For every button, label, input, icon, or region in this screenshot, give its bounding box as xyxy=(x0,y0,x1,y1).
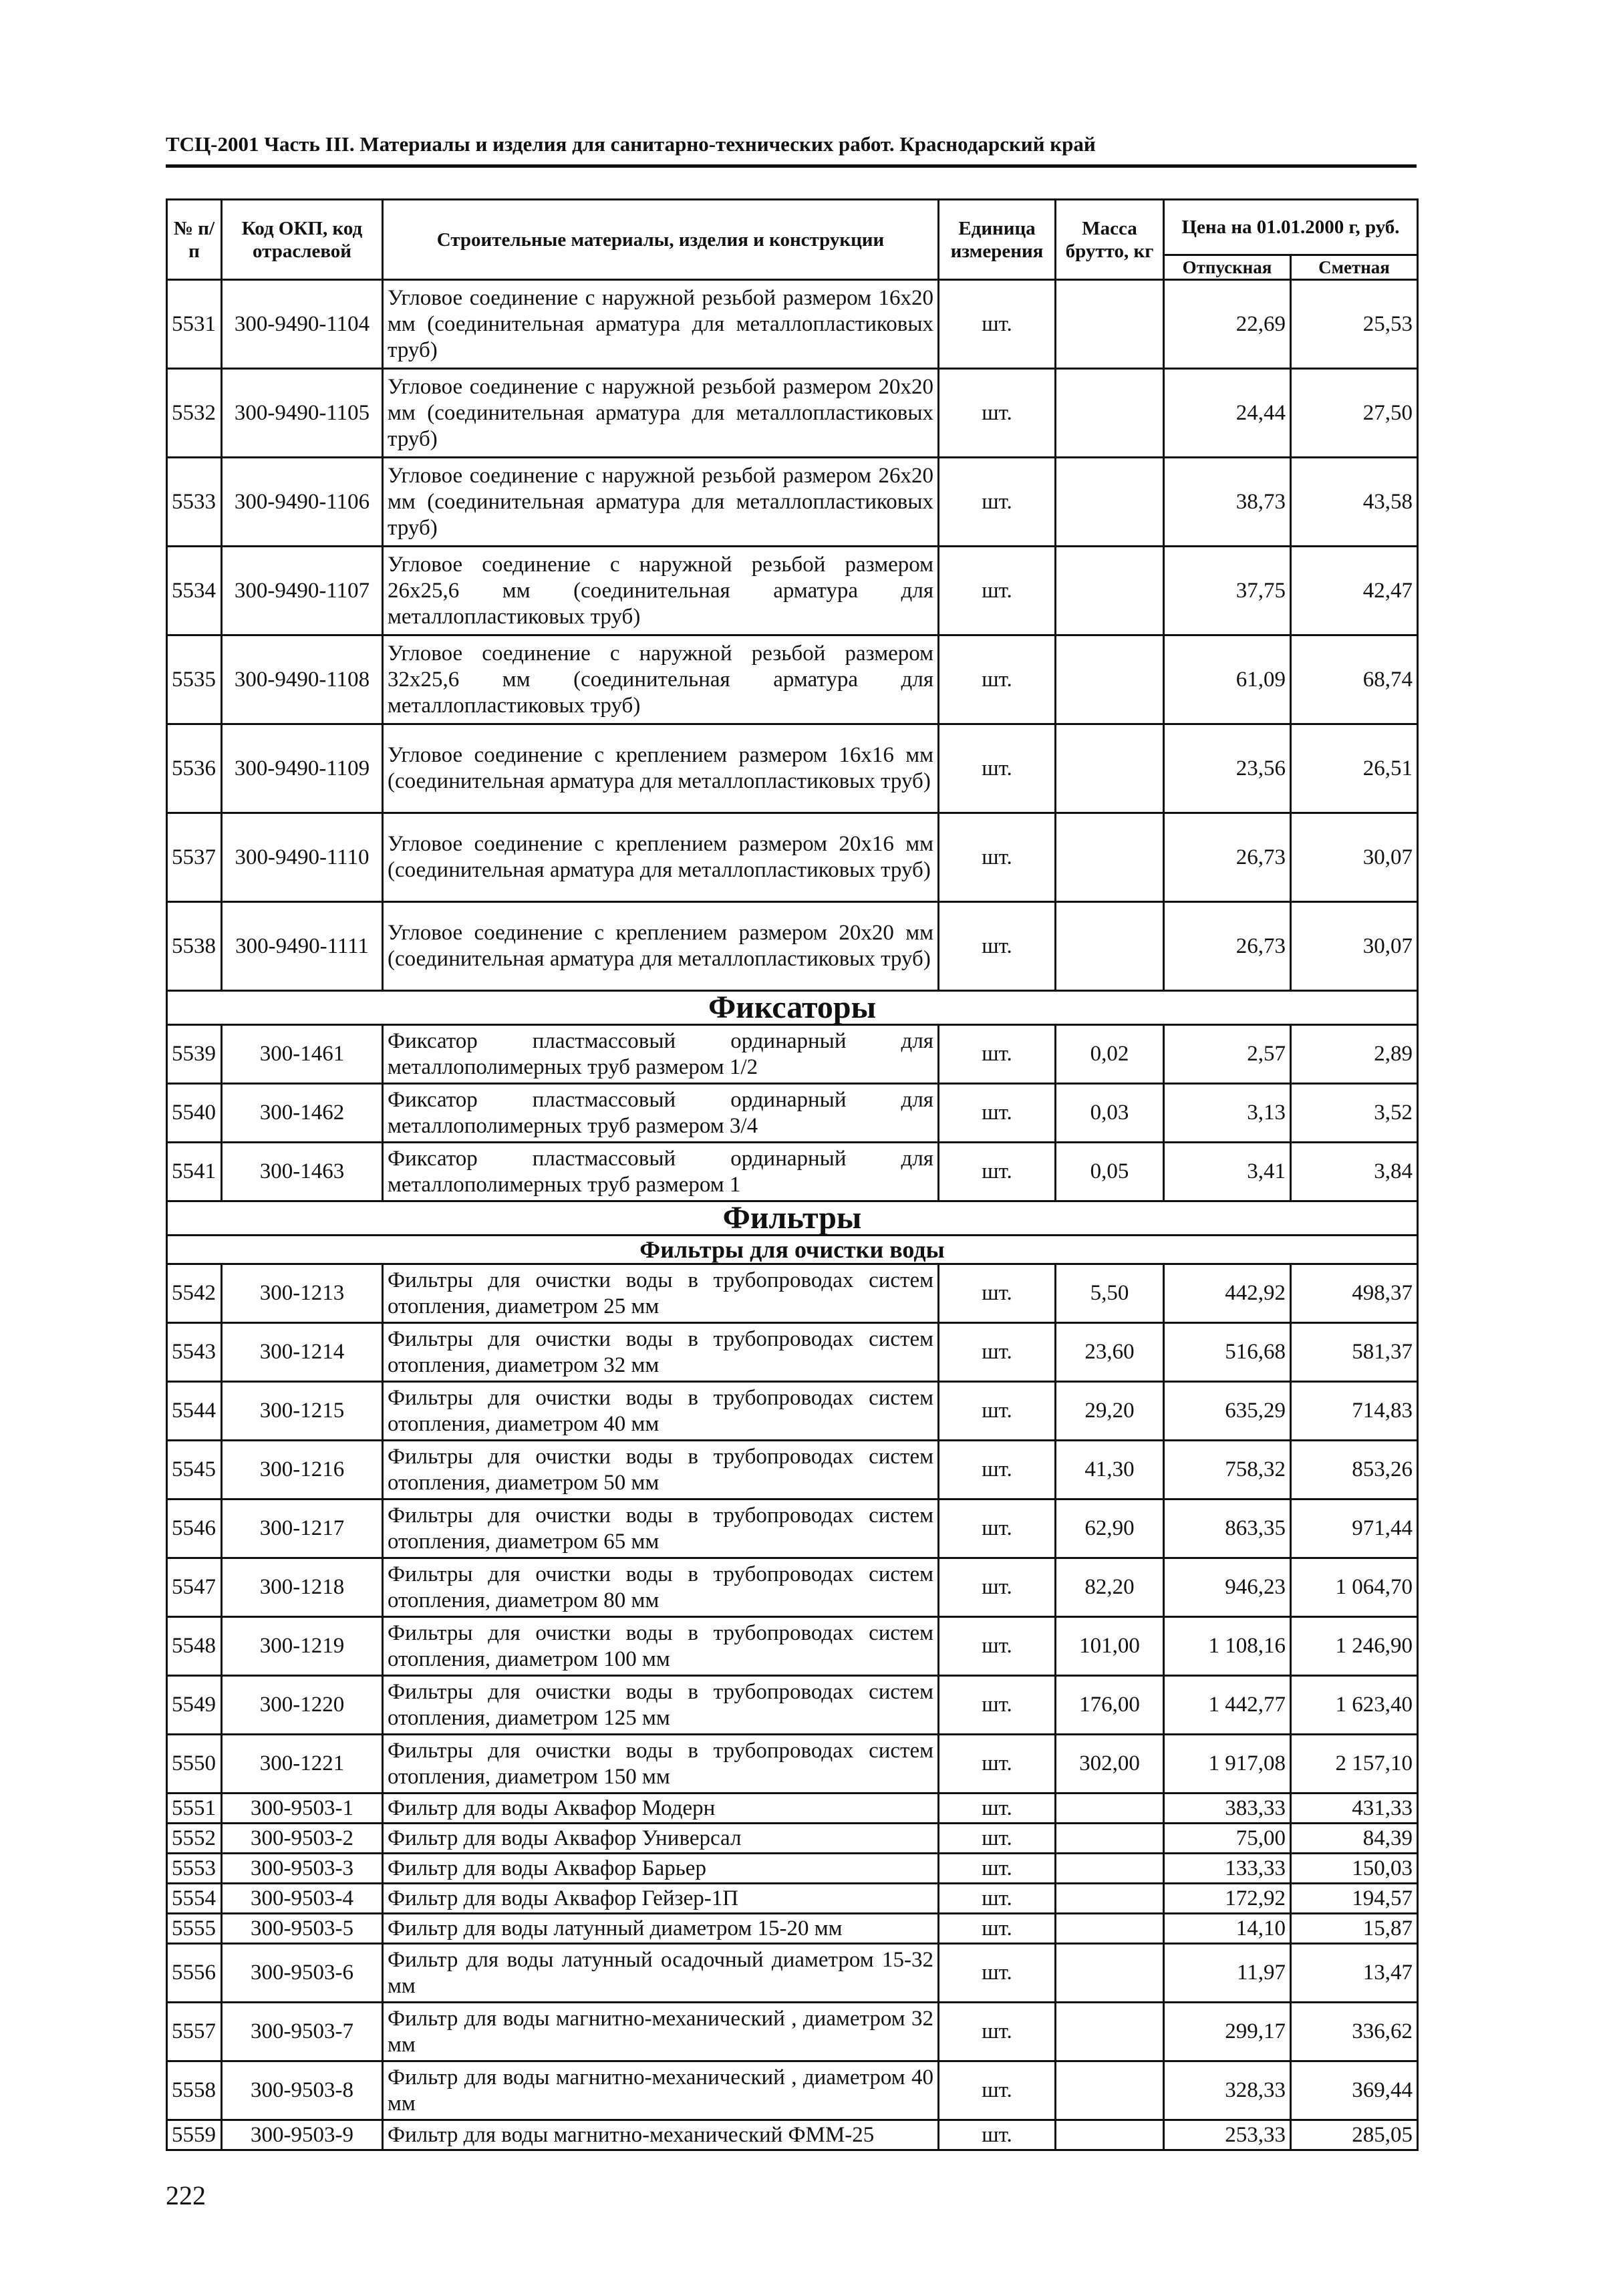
item-description: Фильтр для воды латунный осадочный диаметром 15-32 мм xyxy=(383,1944,939,2003)
price-release: 26,73 xyxy=(1164,813,1291,902)
row-number: 5559 xyxy=(167,2120,222,2150)
item-description: Фильтры для очистки воды в трубопроводах систем отопления, диаметром 150 мм xyxy=(383,1735,939,1793)
section-fixators xyxy=(167,991,1418,1025)
okp-code: 300-9503-7 xyxy=(222,2003,383,2061)
price-release: 3,13 xyxy=(1164,1084,1291,1143)
table-row xyxy=(167,1884,1418,1914)
item-description: Угловое соединение с наружной резьбой размером 32х25,6 мм (соединительная арматура для металлопластиковых труб) xyxy=(383,635,939,724)
item-description: Фильтр для воды магнитно-механический ФММ-25 xyxy=(383,2120,939,2150)
item-description: Угловое соединение с наружной резьбой размером 16х20 мм (соединительная арматура для металлопластиковых труб) xyxy=(383,280,939,369)
section-title-filters: Фильтры xyxy=(167,1201,1418,1236)
table-row xyxy=(167,1025,1418,1084)
mass xyxy=(1056,369,1164,458)
price-estimate: 581,37 xyxy=(1291,1323,1418,1382)
okp-code: 300-1221 xyxy=(222,1735,383,1793)
unit: шт. xyxy=(939,1676,1056,1735)
unit: шт. xyxy=(939,1143,1056,1201)
unit: шт. xyxy=(939,1441,1056,1499)
item-description: Фиксатор пластмассовый ординарный для металлополимерных труб размером 1 xyxy=(383,1143,939,1201)
table-row xyxy=(167,1617,1418,1676)
row-number: 5543 xyxy=(167,1323,222,1382)
unit: шт. xyxy=(939,547,1056,635)
price-estimate: 1 623,40 xyxy=(1291,1676,1418,1735)
unit: шт. xyxy=(939,1884,1056,1914)
row-number: 5556 xyxy=(167,1944,222,2003)
unit: шт. xyxy=(939,369,1056,458)
mass: 41,30 xyxy=(1056,1441,1164,1499)
mass xyxy=(1056,1854,1164,1884)
price-estimate: 285,05 xyxy=(1291,2120,1418,2150)
row-number: 5537 xyxy=(167,813,222,902)
mass xyxy=(1056,458,1164,547)
price-estimate: 2,89 xyxy=(1291,1025,1418,1084)
page-number: 222 xyxy=(166,2180,206,2210)
price-release: 863,35 xyxy=(1164,1499,1291,1558)
item-description: Фильтры для очистки воды в трубопроводах систем отопления, диаметром 125 мм xyxy=(383,1676,939,1735)
okp-code: 300-9503-6 xyxy=(222,1944,383,2003)
row-number: 5531 xyxy=(167,280,222,369)
col-header-price: Цена на 01.01.2000 г, руб. xyxy=(1164,200,1418,255)
unit: шт. xyxy=(939,724,1056,813)
mass: 0,05 xyxy=(1056,1143,1164,1201)
price-release: 37,75 xyxy=(1164,547,1291,635)
price-estimate: 13,47 xyxy=(1291,1944,1418,2003)
section-filters xyxy=(167,1201,1418,1264)
col-header-mass: Масса брутто, кг xyxy=(1056,200,1164,280)
mass: 29,20 xyxy=(1056,1382,1164,1441)
item-description: Угловое соединение с наружной резьбой размером 26х20 мм (соединительная арматура для металлопластиковых труб) xyxy=(383,458,939,547)
okp-code: 300-1462 xyxy=(222,1084,383,1143)
unit: шт. xyxy=(939,280,1056,369)
price-release: 26,73 xyxy=(1164,902,1291,991)
price-estimate: 194,57 xyxy=(1291,1884,1418,1914)
section-title-fixators: Фиксаторы xyxy=(167,991,1418,1025)
price-estimate: 84,39 xyxy=(1291,1824,1418,1854)
mass: 101,00 xyxy=(1056,1617,1164,1676)
row-number: 5547 xyxy=(167,1558,222,1617)
unit: шт. xyxy=(939,1854,1056,1884)
okp-code: 300-1461 xyxy=(222,1025,383,1084)
row-number: 5536 xyxy=(167,724,222,813)
okp-code: 300-9503-9 xyxy=(222,2120,383,2150)
okp-code: 300-1216 xyxy=(222,1441,383,1499)
unit: шт. xyxy=(939,1264,1056,1323)
row-number: 5551 xyxy=(167,1793,222,1824)
unit: шт. xyxy=(939,1617,1056,1676)
mass xyxy=(1056,280,1164,369)
table-row xyxy=(167,724,1418,813)
unit: шт. xyxy=(939,813,1056,902)
okp-code: 300-1220 xyxy=(222,1676,383,1735)
col-header-code: Код ОКП, код отраслевой xyxy=(222,200,383,280)
rows-fittings xyxy=(167,280,1418,991)
okp-code: 300-1219 xyxy=(222,1617,383,1676)
table-row xyxy=(167,2120,1418,2150)
row-number: 5552 xyxy=(167,1824,222,1854)
row-number: 5554 xyxy=(167,1884,222,1914)
price-release: 38,73 xyxy=(1164,458,1291,547)
okp-code: 300-9490-1104 xyxy=(222,280,383,369)
price-release: 299,17 xyxy=(1164,2003,1291,2061)
row-number: 5539 xyxy=(167,1025,222,1084)
okp-code: 300-9490-1105 xyxy=(222,369,383,458)
unit: шт. xyxy=(939,458,1056,547)
col-header-price-release: Отпускная xyxy=(1164,255,1291,280)
mass: 23,60 xyxy=(1056,1323,1164,1382)
mass xyxy=(1056,902,1164,991)
price-release: 328,33 xyxy=(1164,2061,1291,2120)
okp-code: 300-1463 xyxy=(222,1143,383,1201)
price-release: 1 442,77 xyxy=(1164,1676,1291,1735)
mass: 82,20 xyxy=(1056,1558,1164,1617)
price-estimate: 336,62 xyxy=(1291,2003,1418,2061)
price-release: 946,23 xyxy=(1164,1558,1291,1617)
price-release: 1 917,08 xyxy=(1164,1735,1291,1793)
row-number: 5557 xyxy=(167,2003,222,2061)
row-number: 5555 xyxy=(167,1914,222,1944)
table-row xyxy=(167,1735,1418,1793)
table-row xyxy=(167,1143,1418,1201)
table-row xyxy=(167,1824,1418,1854)
price-estimate: 43,58 xyxy=(1291,458,1418,547)
header-rule xyxy=(166,164,1417,168)
okp-code: 300-9503-5 xyxy=(222,1914,383,1944)
item-description: Фильтры для очистки воды в трубопроводах систем отопления, диаметром 65 мм xyxy=(383,1499,939,1558)
table-row xyxy=(167,1854,1418,1884)
price-release: 383,33 xyxy=(1164,1793,1291,1824)
item-description: Фильтр для воды Аквафор Гейзер-1П xyxy=(383,1884,939,1914)
price-estimate: 853,26 xyxy=(1291,1441,1418,1499)
mass xyxy=(1056,2061,1164,2120)
price-release: 11,97 xyxy=(1164,1944,1291,2003)
row-number: 5545 xyxy=(167,1441,222,1499)
item-description: Фильтры для очистки воды в трубопроводах систем отопления, диаметром 80 мм xyxy=(383,1558,939,1617)
row-number: 5535 xyxy=(167,635,222,724)
price-release: 442,92 xyxy=(1164,1264,1291,1323)
item-description: Фильтр для воды Аквафор Барьер xyxy=(383,1854,939,1884)
item-description: Фильтры для очистки воды в трубопроводах систем отопления, диаметром 40 мм xyxy=(383,1382,939,1441)
okp-code: 300-9490-1108 xyxy=(222,635,383,724)
mass xyxy=(1056,2003,1164,2061)
okp-code: 300-1214 xyxy=(222,1323,383,1382)
mass xyxy=(1056,635,1164,724)
price-estimate: 30,07 xyxy=(1291,813,1418,902)
item-description: Фиксатор пластмассовый ординарный для металлополимерных труб размером 3/4 xyxy=(383,1084,939,1143)
unit: шт. xyxy=(939,2003,1056,2061)
okp-code: 300-1215 xyxy=(222,1382,383,1441)
unit: шт. xyxy=(939,1914,1056,1944)
item-description: Фиксатор пластмассовый ординарный для металлополимерных труб размером 1/2 xyxy=(383,1025,939,1084)
okp-code: 300-9490-1110 xyxy=(222,813,383,902)
price-release: 253,33 xyxy=(1164,2120,1291,2150)
table-row xyxy=(167,547,1418,635)
table-row xyxy=(167,1499,1418,1558)
col-header-price-estimate: Сметная xyxy=(1291,255,1418,280)
unit: шт. xyxy=(939,1323,1056,1382)
price-release: 758,32 xyxy=(1164,1441,1291,1499)
unit: шт. xyxy=(939,1382,1056,1441)
item-description: Фильтры для очистки воды в трубопроводах систем отопления, диаметром 25 мм xyxy=(383,1264,939,1323)
mass xyxy=(1056,1914,1164,1944)
row-number: 5533 xyxy=(167,458,222,547)
table-row xyxy=(167,369,1418,458)
mass xyxy=(1056,813,1164,902)
price-release: 172,92 xyxy=(1164,1884,1291,1914)
row-number: 5548 xyxy=(167,1617,222,1676)
table-row xyxy=(167,1676,1418,1735)
mass xyxy=(1056,547,1164,635)
table-row xyxy=(167,1558,1418,1617)
price-release: 23,56 xyxy=(1164,724,1291,813)
item-description: Фильтры для очистки воды в трубопроводах систем отопления, диаметром 32 мм xyxy=(383,1323,939,1382)
mass xyxy=(1056,1824,1164,1854)
mass: 0,03 xyxy=(1056,1084,1164,1143)
okp-code: 300-1218 xyxy=(222,1558,383,1617)
mass: 62,90 xyxy=(1056,1499,1164,1558)
item-description: Фильтр для воды магнитно-механический , диаметром 32 мм xyxy=(383,2003,939,2061)
price-estimate: 3,52 xyxy=(1291,1084,1418,1143)
mass xyxy=(1056,724,1164,813)
price-estimate: 971,44 xyxy=(1291,1499,1418,1558)
price-estimate: 498,37 xyxy=(1291,1264,1418,1323)
item-description: Фильтры для очистки воды в трубопроводах систем отопления, диаметром 100 мм xyxy=(383,1617,939,1676)
subsection-title-water-filters: Фильтры для очистки воды xyxy=(167,1236,1418,1264)
price-estimate: 1 064,70 xyxy=(1291,1558,1418,1617)
rows-fixators xyxy=(167,1025,1418,1201)
table-row xyxy=(167,2003,1418,2061)
table-row xyxy=(167,1382,1418,1441)
mass: 302,00 xyxy=(1056,1735,1164,1793)
table-row xyxy=(167,902,1418,991)
okp-code: 300-9503-4 xyxy=(222,1884,383,1914)
item-description: Фильтр для воды Аквафор Модерн xyxy=(383,1793,939,1824)
row-number: 5553 xyxy=(167,1854,222,1884)
price-estimate: 431,33 xyxy=(1291,1793,1418,1824)
table-row xyxy=(167,1264,1418,1323)
unit: шт. xyxy=(939,1558,1056,1617)
unit: шт. xyxy=(939,1499,1056,1558)
price-release: 61,09 xyxy=(1164,635,1291,724)
price-release: 133,33 xyxy=(1164,1854,1291,1884)
price-table xyxy=(166,198,1419,2151)
okp-code: 300-9503-2 xyxy=(222,1824,383,1854)
price-release: 3,41 xyxy=(1164,1143,1291,1201)
table-row xyxy=(167,1084,1418,1143)
item-description: Фильтр для воды латунный диаметром 15-20 мм xyxy=(383,1914,939,1944)
price-estimate: 15,87 xyxy=(1291,1914,1418,1944)
okp-code: 300-9490-1106 xyxy=(222,458,383,547)
price-estimate: 25,53 xyxy=(1291,280,1418,369)
row-number: 5549 xyxy=(167,1676,222,1735)
mass: 0,02 xyxy=(1056,1025,1164,1084)
mass xyxy=(1056,2120,1164,2150)
col-header-unit: Единица измерения xyxy=(939,200,1056,280)
item-description: Фильтр для воды Аквафор Универсал xyxy=(383,1824,939,1854)
price-release: 1 108,16 xyxy=(1164,1617,1291,1676)
mass: 5,50 xyxy=(1056,1264,1164,1323)
row-number: 5532 xyxy=(167,369,222,458)
row-number: 5558 xyxy=(167,2061,222,2120)
table-row xyxy=(167,2061,1418,2120)
item-description: Фильтры для очистки воды в трубопроводах систем отопления, диаметром 50 мм xyxy=(383,1441,939,1499)
table-row xyxy=(167,813,1418,902)
item-description: Угловое соединение с креплением размером 16х16 мм (соединительная арматура для металлопластиковых труб) xyxy=(383,724,939,813)
okp-code: 300-9503-8 xyxy=(222,2061,383,2120)
table-row xyxy=(167,1323,1418,1382)
unit: шт. xyxy=(939,2120,1056,2150)
mass xyxy=(1056,1793,1164,1824)
item-description: Угловое соединение с наружной резьбой размером 26х25,6 мм (соединительная арматура для металлопластиковых труб) xyxy=(383,547,939,635)
unit: шт. xyxy=(939,635,1056,724)
table-row xyxy=(167,1793,1418,1824)
price-release: 2,57 xyxy=(1164,1025,1291,1084)
row-number: 5534 xyxy=(167,547,222,635)
table-row xyxy=(167,458,1418,547)
price-release: 14,10 xyxy=(1164,1914,1291,1944)
row-number: 5541 xyxy=(167,1143,222,1201)
price-estimate: 68,74 xyxy=(1291,635,1418,724)
table-row xyxy=(167,635,1418,724)
okp-code: 300-9490-1111 xyxy=(222,902,383,991)
okp-code: 300-1213 xyxy=(222,1264,383,1323)
okp-code: 300-1217 xyxy=(222,1499,383,1558)
price-estimate: 3,84 xyxy=(1291,1143,1418,1201)
unit: шт. xyxy=(939,902,1056,991)
price-estimate: 2 157,10 xyxy=(1291,1735,1418,1793)
price-estimate: 714,83 xyxy=(1291,1382,1418,1441)
row-number: 5540 xyxy=(167,1084,222,1143)
item-description: Угловое соединение с наружной резьбой размером 20х20 мм (соединительная арматура для металлопластиковых труб) xyxy=(383,369,939,458)
okp-code: 300-9503-3 xyxy=(222,1854,383,1884)
mass xyxy=(1056,1884,1164,1914)
price-release: 635,29 xyxy=(1164,1382,1291,1441)
price-estimate: 26,51 xyxy=(1291,724,1418,813)
table-row xyxy=(167,280,1418,369)
price-estimate: 27,50 xyxy=(1291,369,1418,458)
okp-code: 300-9503-1 xyxy=(222,1793,383,1824)
price-estimate: 30,07 xyxy=(1291,902,1418,991)
rows-filters xyxy=(167,1264,1418,2150)
okp-code: 300-9490-1109 xyxy=(222,724,383,813)
price-estimate: 150,03 xyxy=(1291,1854,1418,1884)
unit: шт. xyxy=(939,1944,1056,2003)
item-description: Угловое соединение с креплением размером 20х16 мм (соединительная арматура для металлопластиковых труб) xyxy=(383,813,939,902)
unit: шт. xyxy=(939,2061,1056,2120)
unit: шт. xyxy=(939,1025,1056,1084)
table-row xyxy=(167,1944,1418,2003)
unit: шт. xyxy=(939,1735,1056,1793)
item-description: Фильтр для воды магнитно-механический , диаметром 40 мм xyxy=(383,2061,939,2120)
row-number: 5546 xyxy=(167,1499,222,1558)
col-header-num: № п/п xyxy=(167,200,222,280)
table-row xyxy=(167,1914,1418,1944)
price-release: 516,68 xyxy=(1164,1323,1291,1382)
row-number: 5544 xyxy=(167,1382,222,1441)
row-number: 5538 xyxy=(167,902,222,991)
unit: шт. xyxy=(939,1824,1056,1854)
okp-code: 300-9490-1107 xyxy=(222,547,383,635)
table-row xyxy=(167,1441,1418,1499)
item-description: Угловое соединение с креплением размером 20х20 мм (соединительная арматура для металлопластиковых труб) xyxy=(383,902,939,991)
mass: 176,00 xyxy=(1056,1676,1164,1735)
price-release: 22,69 xyxy=(1164,280,1291,369)
page-header: ТСЦ-2001 Часть III. Материалы и изделия для санитарно-технических работ. Краснодарский край xyxy=(166,132,1096,156)
price-release: 24,44 xyxy=(1164,369,1291,458)
unit: шт. xyxy=(939,1084,1056,1143)
col-header-desc: Строительные материалы, изделия и конструкции xyxy=(383,200,939,280)
price-estimate: 369,44 xyxy=(1291,2061,1418,2120)
price-estimate: 42,47 xyxy=(1291,547,1418,635)
row-number: 5542 xyxy=(167,1264,222,1323)
mass xyxy=(1056,1944,1164,2003)
price-release: 75,00 xyxy=(1164,1824,1291,1854)
price-estimate: 1 246,90 xyxy=(1291,1617,1418,1676)
unit: шт. xyxy=(939,1793,1056,1824)
row-number: 5550 xyxy=(167,1735,222,1793)
